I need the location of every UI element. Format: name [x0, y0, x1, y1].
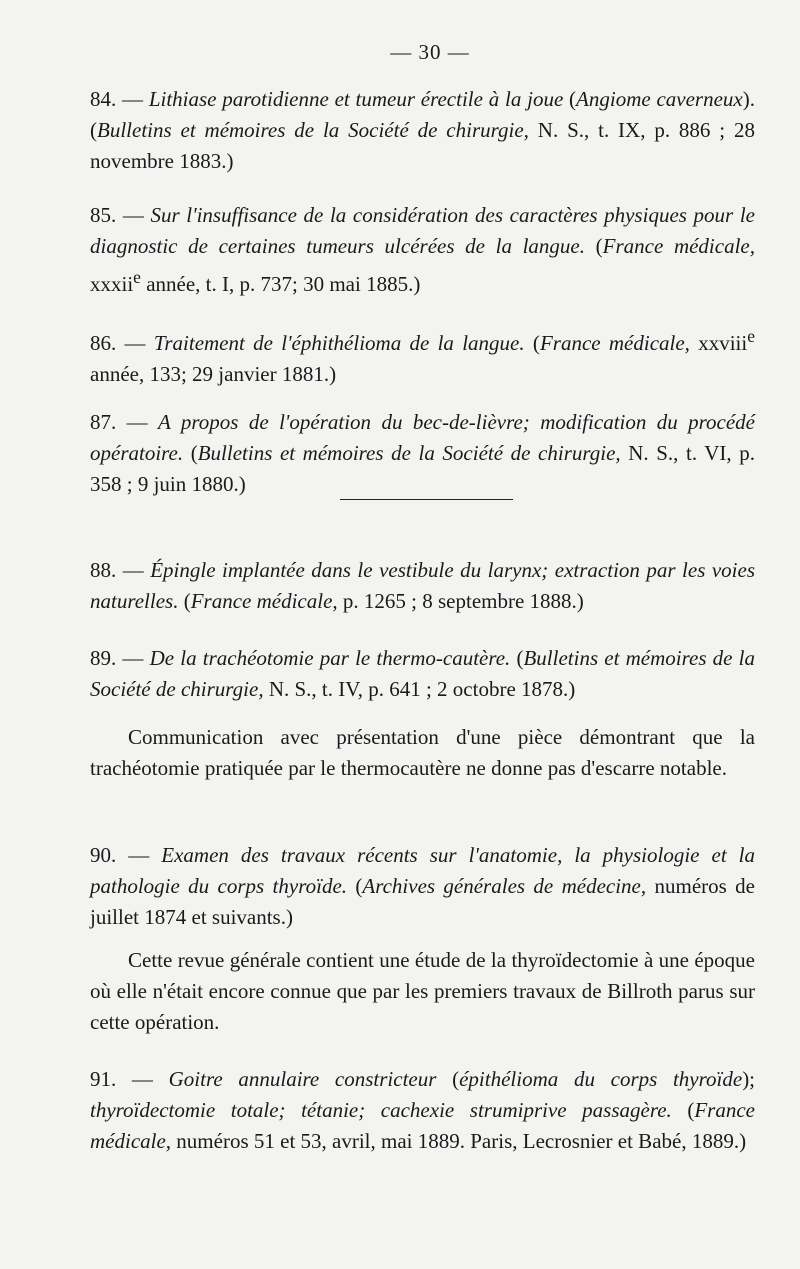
- entry-dash: —: [116, 646, 150, 670]
- entry-number: 90.: [90, 843, 117, 867]
- entry-source: France médicale,: [190, 589, 338, 613]
- punct: (: [563, 87, 577, 111]
- bibliography-entry-89: [90, 643, 755, 705]
- bibliography-entry-84: [90, 84, 755, 177]
- bibliography-entry-87: [90, 407, 755, 500]
- entry-reference: p. 1265 ; 8 septembre 1888.): [337, 589, 584, 613]
- entry-dash: —: [116, 1067, 169, 1091]
- entry-source: France médicale,: [539, 331, 690, 355]
- entry-dash: —: [116, 410, 159, 434]
- punct: (: [183, 441, 198, 465]
- punct: (: [347, 874, 363, 898]
- superscript: e: [133, 267, 141, 287]
- punct: );: [742, 1067, 756, 1091]
- entry-title: Traitement de l'éphithélioma de la langue.: [153, 331, 525, 355]
- entry-dash: —: [116, 331, 154, 355]
- entry-source: Archives générales de médecine,: [362, 874, 647, 898]
- entry-source: Bulletins et mémoires de la Société de chirurgie,: [90, 646, 755, 701]
- bibliography-entry-91: [90, 1064, 755, 1157]
- punct: (: [436, 1067, 460, 1091]
- entry-source: France médicale,: [602, 234, 755, 258]
- entry-reference-cont: année, 133; 29 janvier 1881.): [90, 362, 337, 386]
- entry-subtitle: épithélioma du corps thyroïde: [459, 1067, 743, 1091]
- entry-title: Épingle implantée dans le vestibule du larynx; extraction par les voies naturelles.: [90, 558, 755, 613]
- entry-title: De la trachéotomie par le thermo-cautère.: [149, 646, 511, 670]
- bibliography-entry-88: [90, 555, 755, 617]
- entry-dash: —: [116, 558, 151, 582]
- entry-dash: —: [116, 843, 162, 867]
- entry-title: Goitre annulaire constricteur: [168, 1067, 437, 1091]
- entry-title: Sur l'insuffisance de la considération des caractères physiques pour le diagnostic de certaines tumeurs ulcérées de la langue.: [90, 203, 755, 258]
- entry-reference: xxxii: [90, 272, 134, 296]
- entry-title: Examen des travaux récents sur l'anatomie, la physiologie et la pathologie du corps thyroïde.: [90, 843, 756, 898]
- entry-reference: xxviii: [689, 331, 748, 355]
- entry-reference: numéros de juillet 1874 et suivants.): [90, 874, 755, 929]
- entry-number: 87.: [90, 410, 117, 434]
- entry-reference: numéros 51 et 53, avril, mai 1889. Paris, Lecrosnier et Babé, 1889.): [171, 1129, 747, 1153]
- entry-number: 85.: [90, 203, 117, 227]
- bibliography-entry-85: [90, 200, 755, 300]
- entry-reference-cont: année, t. I, p. 737; 30 mai 1885.): [140, 272, 421, 296]
- punct: (: [524, 331, 540, 355]
- entry-dash: —: [116, 203, 151, 227]
- superscript: e: [747, 326, 755, 346]
- entry-number: 91.: [90, 1067, 117, 1091]
- entry-reference: N. S., t. IX, p. 886 ; 28 novembre 1883.): [90, 118, 755, 173]
- entry-source: Bulletins et mémoires de la Société de chirurgie,: [97, 118, 529, 142]
- entry-number: 89.: [90, 646, 117, 670]
- entry-title: A propos de l'opération du bec-de-lièvre; modification du procédé opératoire.: [90, 410, 755, 465]
- entry-number: 88.: [90, 558, 117, 582]
- punct: (: [671, 1098, 695, 1122]
- punct: (: [585, 234, 603, 258]
- entry-89-description: Communication avec présentation d'une pièce démontrant que la trachéotomie pratiquée par le thermocautère ne donne pas d'escarre notable.: [90, 725, 755, 780]
- entry-reference: N. S., t. IV, p. 641 ; 2 octobre 1878.): [263, 677, 576, 701]
- section-divider: [340, 499, 513, 500]
- punct: (: [510, 646, 524, 670]
- bibliography-entry-86: [90, 321, 755, 390]
- entry-source: France médicale,: [90, 1098, 755, 1153]
- page-number: — 30 —: [390, 40, 470, 64]
- entry-90-description: Cette revue générale contient une étude de la thyroïdectomie à une époque où elle n'était encore connue que par les premiers travaux de Billroth parus sur cette opération.: [90, 948, 755, 1034]
- entry-title-cont: thyroïdectomie totale; tétanie; cachexie strumiprive passagère.: [90, 1098, 672, 1122]
- entry-title: Lithiase parotidienne et tumeur érectile à la joue: [148, 87, 564, 111]
- entry-number: 86.: [90, 331, 117, 355]
- entry-number: 84.: [90, 87, 117, 111]
- punct: ). (: [90, 87, 755, 142]
- punct: (: [178, 589, 191, 613]
- entry-dash: —: [116, 87, 149, 111]
- entry-subtitle: Angiome caverneux: [576, 87, 743, 111]
- entry-source: Bulletins et mémoires de la Société de chirurgie,: [197, 441, 621, 465]
- entry-reference: N. S., t. VI, p. 358 ; 9 juin 1880.): [90, 441, 756, 496]
- bibliography-entry-90: [90, 840, 755, 933]
